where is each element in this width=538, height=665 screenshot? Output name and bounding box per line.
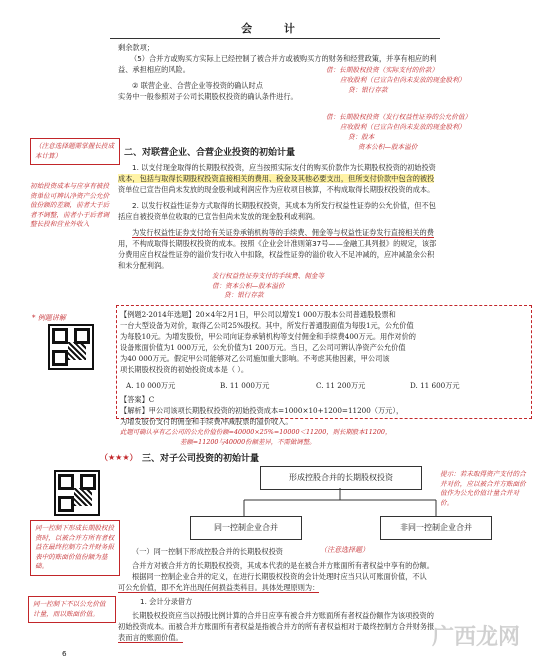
example-line: 为每股10元。为增发股份，甲公司向证券承销机构等支付佣金和手续费400万元。用作对价的 xyxy=(120,332,416,341)
intro-line-2: （5）合并方或购买方实际上已经控制了被合并方或被购买方的财务和经营政策，并享有相应的利 xyxy=(130,54,437,63)
intro-line-4: ② 联营企业、合营企业等投资的确认时点 xyxy=(132,81,263,90)
s2-underline: 为发行权益性证券支付给有关证券承销机构等的手续费、佣金等与权益性证券发行直接相关的费 xyxy=(132,228,434,237)
s2-para-line: 括应自被投资单位收取的已宣告但尚未发放的现金股利或利润。 xyxy=(118,212,320,221)
s2-para-line: 用，不构成取得长期股权投资的成本。按照《企业会计准则第37号——金融工具列报》的规定，该部 xyxy=(118,239,437,248)
s2-highlight: 成本，包括与取得长期股权投资直接相关的费用、税金及其他必要支出，但所支付价款中包含的被投 xyxy=(118,174,435,183)
s2-para-line xyxy=(132,227,434,238)
qr-code-icon[interactable] xyxy=(48,324,94,370)
journal-line: 借：长期股权投资（发行权益性证券的公允价值） xyxy=(326,113,472,121)
journal-line: 应收股利（已宣告但尚未发放的现金股利） xyxy=(340,76,466,84)
red-note-line: 差额=11200与40000份额差异，不需做调整。 xyxy=(180,437,316,446)
watermark-logo: 广西龙网 xyxy=(431,625,520,650)
example-red-note xyxy=(120,428,391,447)
left-note-book-value: 同一控制下不以公允价值计量，而以账面价值。 xyxy=(28,596,116,623)
mid-journal-note xyxy=(212,272,324,301)
red-note-line: 此题可确认享有乙公司的公允价值份额=40000×25%=10000＜11200，则长期股本11200， xyxy=(120,428,392,436)
s3-para-line xyxy=(118,582,319,593)
section2-title: 二、对联营企业、合营企业投资的初始计量 xyxy=(124,148,296,158)
s2-para-line: 1. 以支付现金取得的长期股权投资，应当按照实际支付的购买价款作为长期股权投资的初始投资 xyxy=(132,163,436,172)
left-note-difference: 初始投资成本与应享有被投资单位可辨认净资产公允价值份额的差额，前者大于后者不调整，前者小于后者调整长投和营业外收入 xyxy=(30,182,110,228)
s2-para-line: 和未分配利润。 xyxy=(118,261,169,270)
section3-marker: （★★★） xyxy=(100,453,138,462)
s2-para-line xyxy=(118,173,434,184)
left-note-same-control: 同一控制下形成长期股权投资时，以被合并方所有者权益在最终控制方合并财务报表中的账面价值份额为基础。 xyxy=(30,520,120,576)
s3-para-line: 长期股权投资应当以持股比例计算的合并日应享有被合并方账面所有者权益份额作为该项投资的 xyxy=(132,611,434,620)
s3-para-line xyxy=(118,632,183,643)
diagram-right-box: 非同一控制企业合并 xyxy=(380,516,492,540)
diagram-left-box: 同一控制企业合并 xyxy=(190,516,302,540)
journal-line: 应收股利（已宣告但尚未发放的现金股利） xyxy=(340,123,466,131)
journal-line: 贷：股本 xyxy=(348,133,375,141)
example-line: 项长期股权投资的初始投资成本是（ ）。 xyxy=(120,365,249,374)
diagram-top-box: 形成控股合并的长期股权投资 xyxy=(260,466,422,490)
example-line: 为40 000万元。假定甲公司能够对乙公司施加重大影响。不考虑其他因素，甲公司该 xyxy=(120,354,390,363)
analysis-line: 【解析】甲公司该项长期股权投资的初始投资成本=1000×10+1200=11200（万元）， xyxy=(120,406,404,415)
s3-para-line: 初始投资成本。而被合并方账面所有者权益是指被合并方的所有者权益相对于最终控制方合并财务报 xyxy=(118,622,435,631)
option-a[interactable]: A. 10 000万元 xyxy=(126,381,176,390)
s2-para-line: 资单位已宣告但尚未发放的现金股利或利润应作为应收项目核算，不构成取得长期股权投资的成本。 xyxy=(118,185,435,194)
right-note-hint: 提示：若未取得资产支付的合并对价，应以被合并方账面价值作为公允价值计量合并对价。 xyxy=(440,470,526,507)
s3-para-line: 根据同一控制企业合并的定义，在进行长期股权投资的会计处理时应当只认可账面价值，不认 xyxy=(132,572,427,581)
section3-title: 三、对子公司投资的初始计量 xyxy=(142,454,260,464)
journal-line: 贷：银行存款 xyxy=(348,86,388,94)
s3-para-line: 1. 会计分录借方 xyxy=(140,597,193,606)
journal-line: 借：资本公积—股本溢价 xyxy=(212,281,285,290)
s3-underline: 表而言的账面价值。 xyxy=(118,633,183,642)
intro-line-1: 剩余款项； xyxy=(118,43,154,52)
option-c[interactable]: C. 11 200万元 xyxy=(316,381,366,390)
journal-line: 发行权益性证券支付的手续费、佣金等 xyxy=(212,272,325,280)
journal-line: 借：长期股权投资（实际支付的价款） xyxy=(326,66,439,74)
sub-note: （注意选择题） xyxy=(320,546,369,554)
page-number: 6 xyxy=(62,649,67,658)
s2-para-line: 2. 以发行权益性证券方式取得的长期股权投资，其成本为所发行权益性证券的公允价值，但不包 xyxy=(132,201,436,210)
example-line: 一台大型设备为对价，取得乙公司25%股权。其中，所发行普通股面值为每股1元，公允价值 xyxy=(120,321,414,330)
example-label: * 例题讲解 xyxy=(32,314,66,322)
s3-underline: 可公允价值，即不允许出现任何损益类科目。具体处理原则为： xyxy=(118,583,320,592)
sub-title: （一）同一控制下形成控股合并的长期股权投资 xyxy=(132,547,283,556)
example-line: 【例题2·2014年选题】20×4年2月1日，甲公司以增发1 000万股本公司普通股股票和 xyxy=(120,310,396,319)
page-header-title: 会 计 xyxy=(110,20,440,39)
journal-note-equity xyxy=(326,112,471,152)
option-d[interactable]: D. 11 600万元 xyxy=(410,381,460,390)
analysis-line: 为增发股份支付的佣金和手续费冲减股票的溢价收入。 xyxy=(120,417,293,426)
intro-line-5: 实务中一般参照对子公司长期股权投资的确认条件进行。 xyxy=(118,92,298,101)
journal-line: 贷：银行存款 xyxy=(224,291,264,299)
journal-note-cash xyxy=(326,65,465,95)
option-b[interactable]: B. 11 000万元 xyxy=(220,381,270,390)
s3-para-line: 合并方对被合并方的长期股权投资，其成本代表的是在被合并方账面所有者权益中享有的份额。 xyxy=(132,561,434,570)
left-note-exam: （注意选择题需掌握长投成本计算） xyxy=(30,138,120,165)
diagram-connectors xyxy=(200,488,480,518)
journal-line: 资本公积—股本溢价 xyxy=(358,143,418,151)
example-line: 设备账面价值为1 000万元，公允价值为1 200万元。当日，乙公司可辨认净资产公允价值 xyxy=(120,343,406,352)
s2-para-line: 分费用应自权益性证券的溢价发行收入中扣除，权益性证券的溢价收入不足冲减的，应冲减盈余公积 xyxy=(118,250,435,259)
intro-line-3: 益、承担相应的风险。 xyxy=(118,65,190,74)
qr-code-icon[interactable] xyxy=(54,470,100,516)
answer: 【答案】C xyxy=(120,395,155,404)
